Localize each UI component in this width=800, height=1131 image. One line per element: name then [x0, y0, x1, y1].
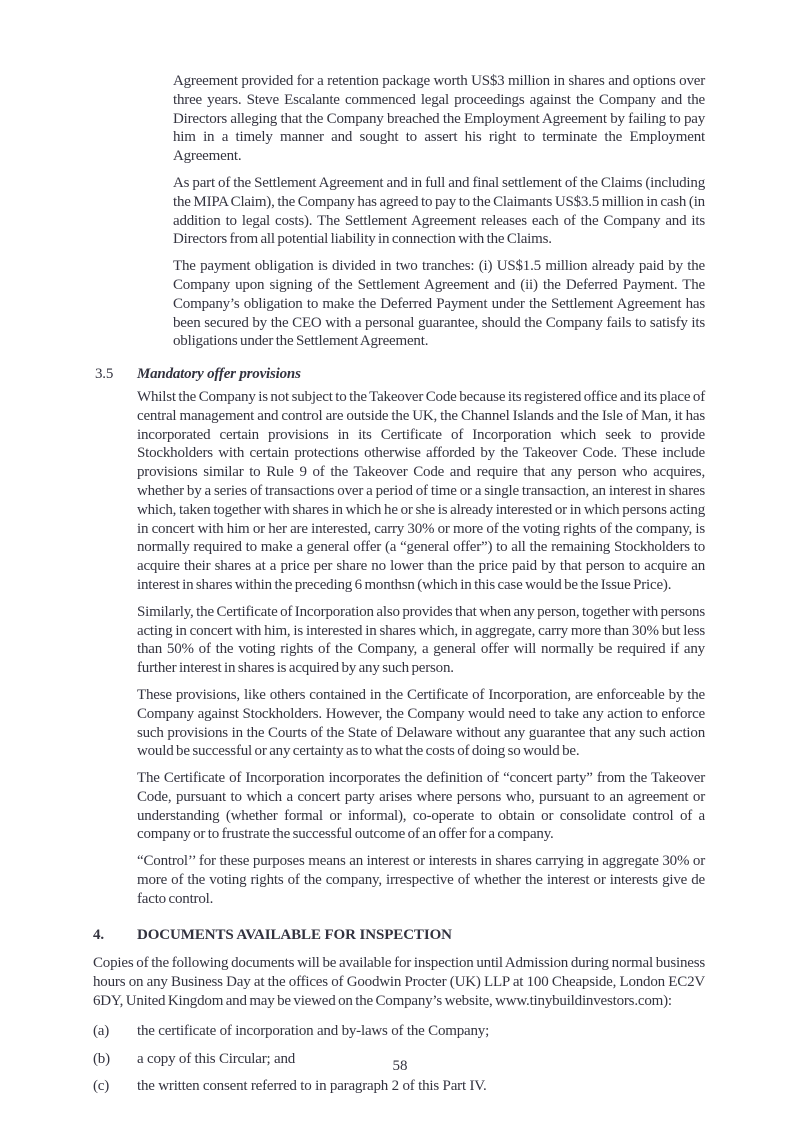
list-item-label: (a) — [93, 1022, 110, 1039]
section-title: Mandatory offer provisions — [137, 366, 301, 383]
section-3-5-heading — [95, 365, 705, 384]
mandatory-offer-paragraph-4: The Certificate of Incorporation incorporates the definition of “concert party” from the Takeover Code, pursuant to which a concert party arises where persons who, pursuant to an agreement or understanding (whether formal or informal), co-operate to obtain or consolidate control of a company or to frustrate the successful outcome of an offer for a company. — [137, 770, 705, 843]
page-number: 58 — [392, 1058, 408, 1074]
section-4-heading — [93, 926, 705, 945]
section-number: 4. — [93, 926, 105, 943]
list-item — [93, 1022, 705, 1041]
list-item-label: (c) — [93, 1078, 110, 1095]
mandatory-offer-paragraph-5: “Control’’ for these purposes means an interest or interests in shares carrying in aggregate 30% or more of the voting rights of the company, irrespective of whether the interest or interests give de facto control. — [137, 853, 705, 907]
list-item-text: the written consent referred to in paragraph 2 of this Part IV. — [137, 1078, 487, 1095]
settlement-paragraph-3: The payment obligation is divided in two tranches: (i) US$1.5 million already paid by the Company upon signing of the Settlement Agreement and (ii) the Deferred Payment. The Company’s obligation to make the Deferred Payment under the Settlement Agreement has been secured by the CEO with a personal guarantee, should the Company fails to satisfy its obligations under the Settlement Agreement. — [173, 258, 705, 350]
list-item-text: a copy of this Circular; and — [137, 1050, 296, 1067]
settlement-paragraph-2: As part of the Settlement Agreement and in full and final settlement of the Claims (including the MIPA Claim), the Company has agreed to pay to the Claimants US$3.5 million in cash (in addition to legal costs). The Settlement Agreement releases each of the Company and its Directors from all potential liability in connection with the Claims. — [173, 174, 705, 248]
mandatory-offer-paragraph-2: Similarly, the Certificate of Incorporation also provides that when any person, together with persons acting in concert with him, is interested in shares which, in aggregate, carry more than 30% but less than 50% of the voting rights of the Company, a general offer will normally be required if any further interest in shares is acquired by any such person. — [137, 603, 705, 677]
list-item-text: the certificate of incorporation and by-laws of the Company; — [137, 1022, 490, 1039]
section-title: DOCUMENTS AVAILABLE FOR INSPECTION — [137, 926, 452, 943]
documents-intro-paragraph: Copies of the following documents will be available for inspection until Admission during normal business hours on any Business Day at the offices of Goodwin Procter (UK) LLP at 100 Cheapside, London EC2V 6DY, United Kingdom and may be viewed on the Company’s website, www.tinybuildinvestors.com): — [93, 955, 705, 1010]
list-item — [93, 1077, 705, 1096]
mandatory-offer-paragraph-3: These provisions, like others contained in the Certificate of Incorporation, are enforceable by the Company against Stockholders. However, the Company would need to take any action to enforce such provisions in the Courts of the State of Delaware without any guarantee that any such action would be successful or any certainty as to what the costs of doing so would be. — [137, 686, 705, 760]
section-number: 3.5 — [95, 366, 114, 383]
mandatory-offer-paragraph-1: Whilst the Company is not subject to the Takeover Code because its registered office and its place of central management and control are outside the UK, the Channel Islands and the Isle of Man, it has incorporated certain provisions in its Certificate of Incorporation which seek to provide Stockholders with certain protections otherwise afforded by the Takeover Code. These include provisions similar to Rule 9 of the Takeover Code and require that any person who acquires, whether by a series of transactions over a period of time or a single transaction, an interest in shares which, taken together with shares in which he or she is already interested or in which persons acting in concert with him or her are interested, carry 30% or more of the voting rights of the company, is normally required to make a general offer (a “general offer”) to all the remaining Stockholders to acquire their shares at a price per share no lower than the price paid by that person to acquire an interest in shares within the preceding 6 monthsn (which in this case would be the Issue Price). — [137, 388, 705, 593]
list-item-label: (b) — [93, 1050, 110, 1067]
settlement-paragraph-1: Agreement provided for a retention package worth US$3 million in shares and options over three years. Steve Escalante commenced legal proceedings against the Company and the Directors alleging that the Company breached the Employment Agreement by failing to pay him in a timely manner and sought to assert his right to terminate the Employment Agreement. — [173, 73, 705, 165]
